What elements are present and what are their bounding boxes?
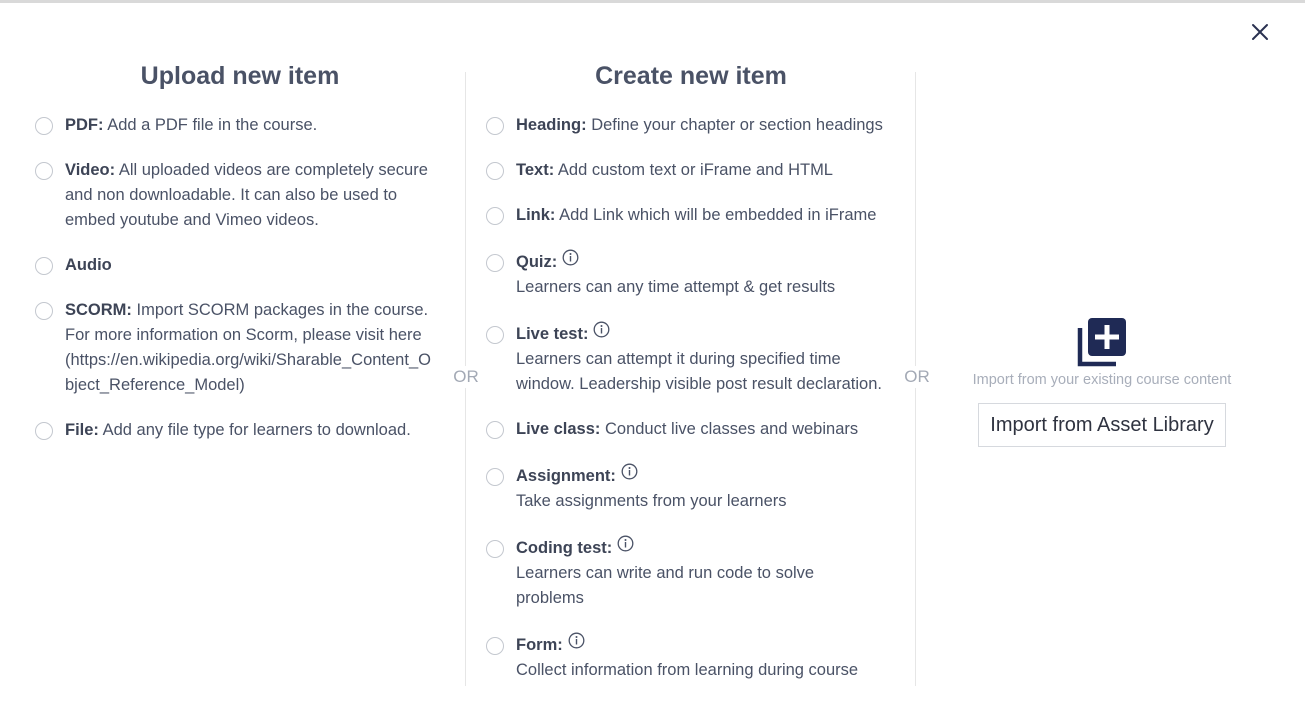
- info-icon[interactable]: [568, 632, 585, 657]
- option-label: Video:: [65, 161, 116, 179]
- option-description: Add any file type for learners to download.: [102, 421, 411, 439]
- library-add-icon: [1076, 316, 1128, 368]
- option-description: Learners can write and run code to solve problems: [516, 564, 815, 608]
- info-icon[interactable]: [621, 463, 638, 488]
- radio-button[interactable]: [486, 117, 504, 135]
- option-label: File:: [65, 421, 99, 439]
- info-icon[interactable]: [562, 249, 579, 274]
- option-description: Conduct live classes and webinars: [604, 420, 859, 438]
- option-description: Add a PDF file in the course.: [107, 116, 318, 134]
- option-label: Quiz:: [516, 253, 558, 271]
- option-description: Define your chapter or section headings: [591, 116, 883, 134]
- option-label: Text:: [516, 161, 555, 179]
- radio-button[interactable]: [486, 207, 504, 225]
- option-label: Assignment:: [516, 467, 616, 485]
- option-label: Audio: [65, 256, 112, 274]
- radio-button[interactable]: [486, 540, 504, 558]
- asset-library-hint: Import from your existing course content: [972, 372, 1232, 388]
- create-title: Create new item: [595, 62, 787, 90]
- or-separator: OR: [451, 366, 481, 388]
- radio-button[interactable]: [35, 117, 53, 135]
- radio-button[interactable]: [486, 162, 504, 180]
- radio-button[interactable]: [486, 468, 504, 486]
- radio-button[interactable]: [486, 326, 504, 344]
- radio-button[interactable]: [486, 637, 504, 655]
- radio-button[interactable]: [35, 257, 53, 275]
- close-icon[interactable]: [1248, 20, 1272, 44]
- upload-column: [30, 58, 450, 94]
- option-label: Live test:: [516, 325, 589, 343]
- option-description: Add custom text or iFrame and HTML: [557, 161, 833, 179]
- create-column: [481, 58, 901, 94]
- option-description: Learners can any time attempt & get results: [516, 278, 836, 297]
- option-label: Form:: [516, 636, 563, 654]
- option-description: Learners can attempt it during specified time window. Leadership visible post result declaration.: [516, 350, 882, 394]
- radio-button[interactable]: [35, 302, 53, 320]
- radio-button[interactable]: [35, 162, 53, 180]
- top-border: [0, 0, 1305, 3]
- option-label: Coding test:: [516, 539, 613, 557]
- option-label: PDF:: [65, 116, 104, 134]
- option-description: Collect information from learning during course: [516, 661, 859, 680]
- info-icon[interactable]: [593, 321, 610, 346]
- import-asset-library-button[interactable]: Import from Asset Library: [978, 403, 1226, 447]
- option-label: Live class:: [516, 420, 601, 438]
- option-label: SCORM:: [65, 301, 132, 319]
- option-description: All uploaded videos are completely secure and non downloadable. It can also be used to embed youtube and Vimeo videos.: [65, 161, 428, 229]
- radio-button[interactable]: [486, 254, 504, 272]
- option-description: Take assignments from your learners: [516, 492, 787, 511]
- or-separator: OR: [902, 366, 932, 388]
- upload-title: Upload new item: [140, 62, 340, 90]
- option-label: Heading:: [516, 116, 587, 134]
- radio-button[interactable]: [486, 421, 504, 439]
- info-icon[interactable]: [617, 535, 634, 560]
- option-description: Add Link which will be embedded in iFrame: [559, 206, 877, 224]
- radio-button[interactable]: [35, 422, 53, 440]
- option-description: Import SCORM packages in the course. For more information on Scorm, please visit here (https://en.wikipedia.org/wiki/Sharable_Content_Object_Reference_Model): [65, 301, 431, 394]
- option-label: Link:: [516, 206, 556, 224]
